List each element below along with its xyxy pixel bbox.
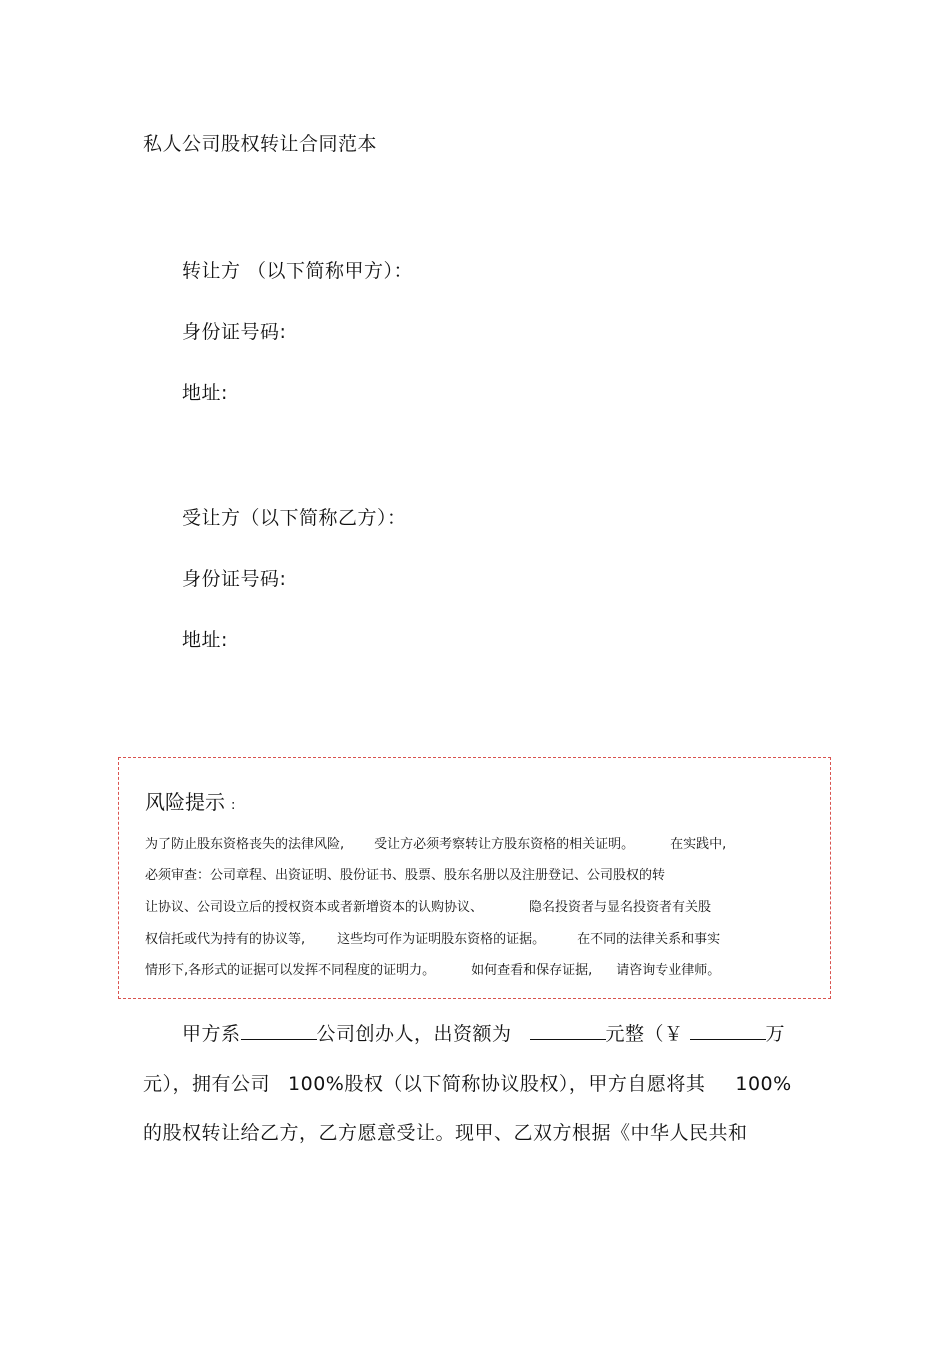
risk-line-segment: 情形下,各形式的证据可以发挥不同程度的证明力。 xyxy=(145,963,436,978)
risk-line-segment: 请咨询专业律师。 xyxy=(616,963,721,978)
risk-line-5 xyxy=(145,959,720,978)
party-b-id-label: 身份证号码: xyxy=(182,568,287,590)
risk-line-2 xyxy=(145,864,665,883)
party-a-id-label: 身份证号码: xyxy=(182,321,287,343)
risk-line-segment: 隐名投资者与显名投资者有关股 xyxy=(529,900,712,915)
body-paragraph-line-2 xyxy=(143,1069,792,1096)
body-text: 万 xyxy=(765,1023,786,1045)
risk-line-segment: 权信托或代为持有的协议等, xyxy=(145,932,306,947)
risk-line-1 xyxy=(145,833,726,852)
risk-line-segment: 在不同的法律关系和事实 xyxy=(577,932,721,947)
document-title: 私人公司股权转让合同范本 xyxy=(143,133,378,155)
body-text: 公司创办人，出资额为 xyxy=(316,1023,512,1045)
party-a-address-label: 地址: xyxy=(182,382,228,404)
party-b-label: 受让方（以下简称乙方）： xyxy=(182,507,407,529)
capital-ten-thousand-blank xyxy=(690,1021,766,1040)
party-a-label: 转让方 （以下简称甲方）： xyxy=(182,260,414,282)
risk-line-segment: 如何查看和保存证据, xyxy=(471,963,593,978)
risk-line-segment: 为了防止股东资格丧失的法律风险, xyxy=(145,837,345,852)
risk-notice-box xyxy=(118,757,831,999)
risk-line-segment: 让协议、公司设立后的授权资本或者新增资本的认购协议、 xyxy=(145,900,484,915)
body-text: 元整（￥ xyxy=(605,1023,684,1045)
risk-line-segment: 在实践中, xyxy=(670,837,727,852)
capital-amount-blank xyxy=(530,1021,606,1040)
body-text: 股权（以下简称协议股权），甲方自愿将其 xyxy=(344,1073,706,1095)
risk-notice-title-text: 风险提示 xyxy=(145,790,225,814)
company-name-blank xyxy=(241,1021,317,1040)
risk-line-4 xyxy=(145,928,720,947)
risk-notice-title xyxy=(145,786,235,815)
body-paragraph-line-3: 的股权转让给乙方，乙方愿意受让。现甲、乙双方根据《中华人民共和 xyxy=(143,1122,748,1144)
risk-notice-title-colon: : xyxy=(231,798,236,813)
risk-line-3 xyxy=(145,896,711,915)
risk-line-segment: 这些均可作为证明股东资格的证据。 xyxy=(337,932,546,947)
body-text: 甲方系 xyxy=(182,1023,241,1045)
body-text: 元），拥有公司 xyxy=(143,1073,271,1095)
party-b-address-label: 地址: xyxy=(182,629,228,651)
body-paragraph-line-1 xyxy=(182,1019,785,1046)
risk-line-segment: 必须审查：公司章程、出资证明、股份证书、股票、股东名册以及注册登记、公司股权的转 xyxy=(145,868,666,883)
risk-line-segment: 受让方必须考察转让方股东资格的相关证明。 xyxy=(374,837,635,852)
body-percent: 100% xyxy=(735,1073,792,1095)
body-percent: 100% xyxy=(288,1073,345,1095)
